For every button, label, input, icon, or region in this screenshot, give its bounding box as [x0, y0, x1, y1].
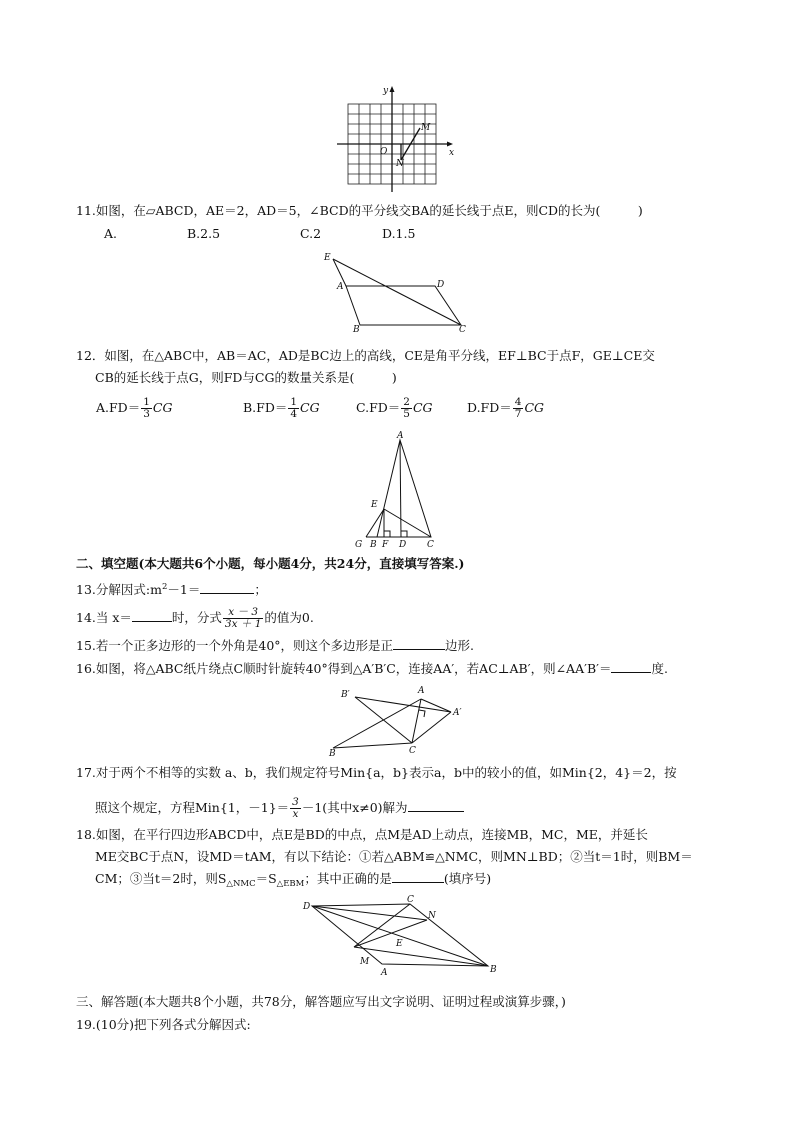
q18-line1: 18.如图，在平行四边形ABCD中，点E是BD的中点，点M是AD上动点，连接MB，MC，ME，并延长: [76, 827, 648, 842]
point-m-label: M: [421, 123, 431, 133]
section-2-heading: 二、填空题(本大题共6个小题，每小题4分，共24分，直接填写答案.): [76, 556, 465, 571]
q14: 14.当 x＝ 时，分式 $\frac{x - 3}{3x + 1}$ 的值为0.: [76, 606, 314, 630]
fig16-label-a: A: [418, 686, 425, 696]
q15: 15.若一个正多边形的一个外角是40°，则这个多边形是正 边形.: [76, 638, 475, 653]
fig12-label-f: F: [382, 540, 389, 550]
q12-option-d: D.FD＝ $\frac{4}{7}$ CG: [467, 396, 544, 420]
rotation-figure: [325, 683, 475, 758]
fig18-label-d: D: [303, 902, 311, 912]
fig16-label-b-prime: B′: [341, 690, 350, 700]
q12-option-a: A.FD＝ $\frac{1}{3}$ CG: [96, 396, 173, 420]
q16-answer-blank[interactable]: [611, 672, 651, 673]
x-axis-label: x: [449, 148, 455, 158]
fig16-label-a-prime: A′: [453, 708, 462, 718]
fig12-label-b: B: [370, 540, 377, 550]
q12-option-b: B.FD＝ $\frac{1}{4}$ CG: [243, 396, 320, 420]
q17-answer-blank[interactable]: [408, 811, 464, 812]
fig18-label-e: E: [396, 939, 403, 949]
q11-option-c: C.2: [300, 226, 322, 241]
fig12-label-c: C: [427, 540, 434, 550]
q17-line2: 照这个规定，方程Min{1，－1}＝ $\frac{3}{x}$ －1(其中x≠0)解为: [95, 797, 464, 820]
point-n-label: N: [396, 159, 404, 169]
fig18-label-c: C: [407, 895, 414, 905]
fig18-label-b: B: [490, 965, 497, 975]
q11-stem: 11.如图，在▱ABCD，AE＝2，AD＝5，∠BCD的平分线交BA的延长线于点E，则CD的长为( ): [76, 203, 643, 218]
q16: 16.如图，将△ABC纸片绕点C顺时针旋转40°得到△A′B′C，连接AA′，若AC⊥AB′，则∠AA′B′＝ 度.: [76, 661, 668, 676]
fig12-label-g: G: [355, 540, 363, 550]
parallelogram-abcd-figure: [300, 894, 505, 979]
fig11-label-b: B: [353, 325, 360, 335]
q18-line2: ME交BC于点N，设MD＝tAM，有以下结论：①若△ABM≌△NMC，则MN⊥BD；②当t＝1时，则BM＝: [95, 849, 693, 864]
y-axis-label: y: [383, 86, 389, 96]
fig18-label-n: N: [428, 911, 436, 921]
isosceles-triangle-figure: [350, 430, 450, 550]
q13: 13.分解因式$:m^2-1=$ ；: [76, 582, 267, 597]
q11-option-a: A.: [104, 226, 118, 241]
q17-line1: 17.对于两个不相等的实数 a、b，我们规定符号Min{a，b}表示a，b中的较小的值，如Min{2，4}＝2，按: [76, 765, 677, 780]
fig11-label-d: D: [437, 280, 445, 290]
q12-stem-line2: CB的延长线于点G，则FD与CG的数量关系是( ): [95, 370, 397, 385]
parallelogram-figure: [320, 250, 470, 335]
q13-answer-blank[interactable]: [200, 593, 254, 594]
origin-label: O: [380, 147, 388, 157]
fig11-label-c: C: [459, 325, 466, 335]
fig11-label-e: E: [324, 253, 331, 263]
q11-option-b: B.2.5: [187, 226, 221, 241]
fig12-label-d: D: [399, 540, 407, 550]
q18-answer-blank[interactable]: [392, 882, 444, 883]
coordinate-grid-figure: [335, 84, 465, 194]
q15-answer-blank[interactable]: [393, 649, 445, 650]
q12-stem-line1: 12．如图，在△ABC中，AB＝AC，AD是BC边上的高线，CE是角平分线，EF⊥BC于点F，GE⊥CE交: [76, 348, 655, 363]
fig18-label-a: A: [381, 968, 388, 978]
fig12-label-a: A: [397, 431, 404, 441]
q19-stem: 19.(10分)把下列各式分解因式:: [76, 1017, 251, 1032]
section-3-heading: 三、解答题(本大题共8个小题，共78分，解答题应写出文字说明、证明过程或演算步骤，): [76, 994, 566, 1009]
q18-line3: CM；③当t＝2时，则$S_{\triangle NMC}=S_{\triangle EBM}$；其中正确的是 (填序号): [95, 871, 492, 889]
q14-answer-blank[interactable]: [132, 621, 172, 622]
q12-option-c: C.FD＝ $\frac{2}{5}$ CG: [356, 396, 433, 420]
q11-option-d: D.1.5: [382, 226, 416, 241]
fig12-label-e: E: [371, 500, 378, 510]
fig11-label-a: A: [337, 282, 344, 292]
fig16-label-c: C: [409, 746, 416, 756]
fig18-label-m: M: [360, 957, 370, 967]
fig16-label-b: B: [329, 749, 336, 759]
